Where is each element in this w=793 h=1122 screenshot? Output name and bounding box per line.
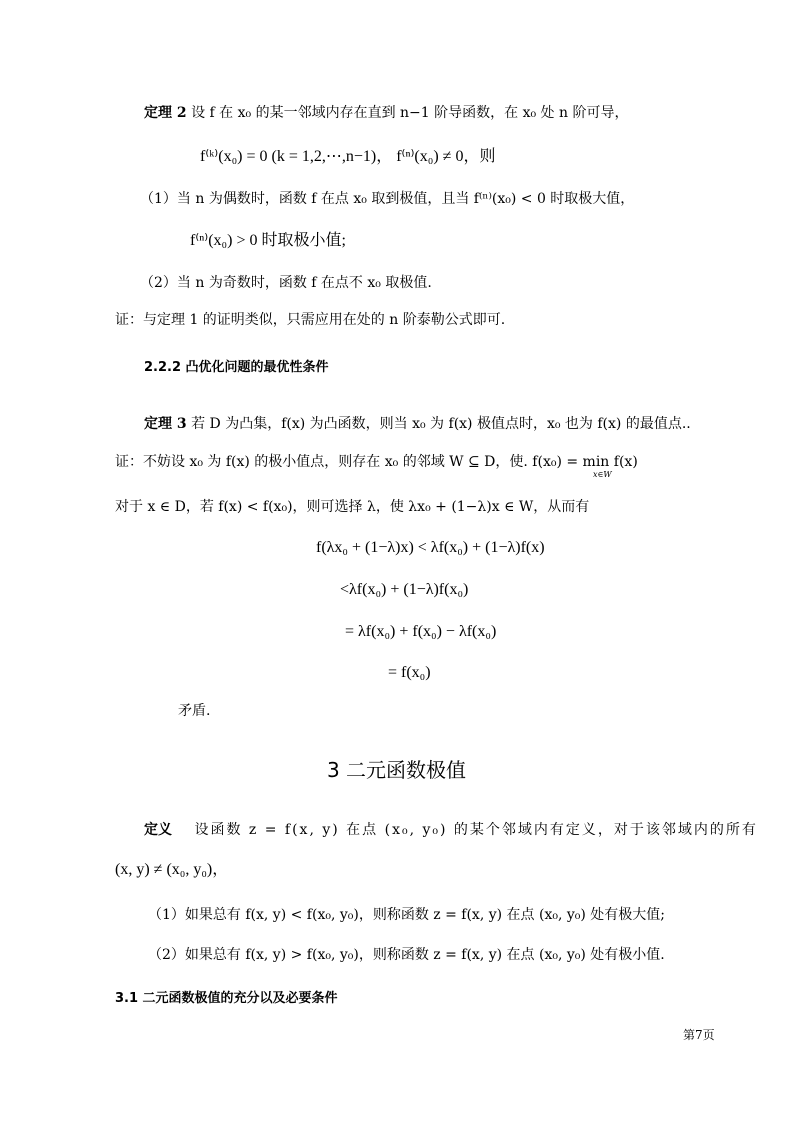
page-number: 第7页 bbox=[683, 1028, 715, 1042]
definition-statement: 设函数 z = f(x, y) 在点 (x₀, y₀) 的某个邻域内有定义，对于该邻域内的所有 bbox=[194, 822, 758, 838]
definition-case-2: （2）如果总有 f(x, y) > f(x₀, y₀)，则称函数 z = f(x, y) 在点 (x₀, y₀) 处有极小值. bbox=[148, 947, 665, 963]
equation-line-3: = λf(x₀) + f(x₀) − λf(x₀) bbox=[345, 623, 497, 640]
theorem-2-proof: 证：与定理 1 的证明类似，只需应用在处的 n 阶泰勒公式即可. bbox=[115, 312, 506, 328]
theorem-3-statement: 若 D 为凸集，f(x) 为凸函数，则当 x₀ 为 f(x) 极值点时，x₀ 也为 f(x) 的最值点.. bbox=[191, 416, 691, 432]
theorem-3-proof-line-2: 对于 x ∈ D，若 f(x) < f(x₀)，则可选择 λ，使 λx₀ + (1−λ)x ∈ W，从而有 bbox=[115, 499, 590, 515]
section-heading-3-1: 3.1 二元函数极值的充分以及必要条件 bbox=[115, 991, 338, 1006]
theorem-2-line-1 bbox=[144, 103, 628, 123]
theorem-2-label: 定理 2 bbox=[144, 105, 187, 121]
definition-label: 定义 bbox=[144, 822, 172, 838]
theorem-2-case-1: （1）当 n 为偶数时，函数 f 在点 x₀ 取到极值，且当 f⁽ⁿ⁾(x₀) < 0 时取极大值， bbox=[140, 191, 635, 207]
contradiction-text: 矛盾. bbox=[178, 703, 211, 719]
theorem-3-proof-line-1 bbox=[115, 452, 638, 472]
theorem-3-label: 定理 3 bbox=[144, 416, 187, 432]
equation-line-4: = f(x₀) bbox=[388, 664, 431, 681]
definition-line-2: (x, y) ≠ (x₀, y₀)， bbox=[115, 861, 229, 878]
theorem-3-line-1 bbox=[144, 414, 691, 434]
theorem-3-proof-text: 证：不妨设 x₀ 为 f(x) 的极小值点，则存在 x₀ 的邻域 W ⊆ D，使. f(x₀) = min f(x) bbox=[115, 454, 638, 470]
theorem-2-case-2: （2）当 n 为奇数时，函数 f 在点不 x₀ 取极值. bbox=[140, 275, 432, 291]
definition-line-1 bbox=[144, 820, 758, 840]
definition-case-1: （1）如果总有 f(x, y) < f(x₀, y₀)，则称函数 z = f(x, y) 在点 (x₀, y₀) 处有极大值; bbox=[148, 907, 666, 923]
theorem-2-case-1-cont: f⁽ⁿ⁾(x₀) > 0 时取极小值; bbox=[190, 232, 346, 249]
equation-line-1: f(λx₀ + (1−λ)x) < λf(x₀) + (1−λ)f(x) bbox=[316, 539, 545, 556]
section-heading-2-2-2: 2.2.2 凸优化问题的最优性条件 bbox=[144, 360, 329, 375]
equation-line-2: <λf(x₀) + (1−λ)f(x₀) bbox=[340, 581, 469, 598]
min-subscript: x∈W bbox=[593, 470, 612, 479]
theorem-2-statement: 设 f 在 x₀ 的某一邻域内存在直到 n−1 阶导函数，在 x₀ 处 n 阶可导， bbox=[191, 105, 629, 121]
theorem-2-conditions: f⁽ᵏ⁾(x₀) = 0 (k = 1,2,⋯,n−1)， f⁽ⁿ⁾(x₀) ≠ 0，则 bbox=[200, 148, 496, 165]
section-3-title: 3 二元函数极值 bbox=[326, 758, 467, 782]
